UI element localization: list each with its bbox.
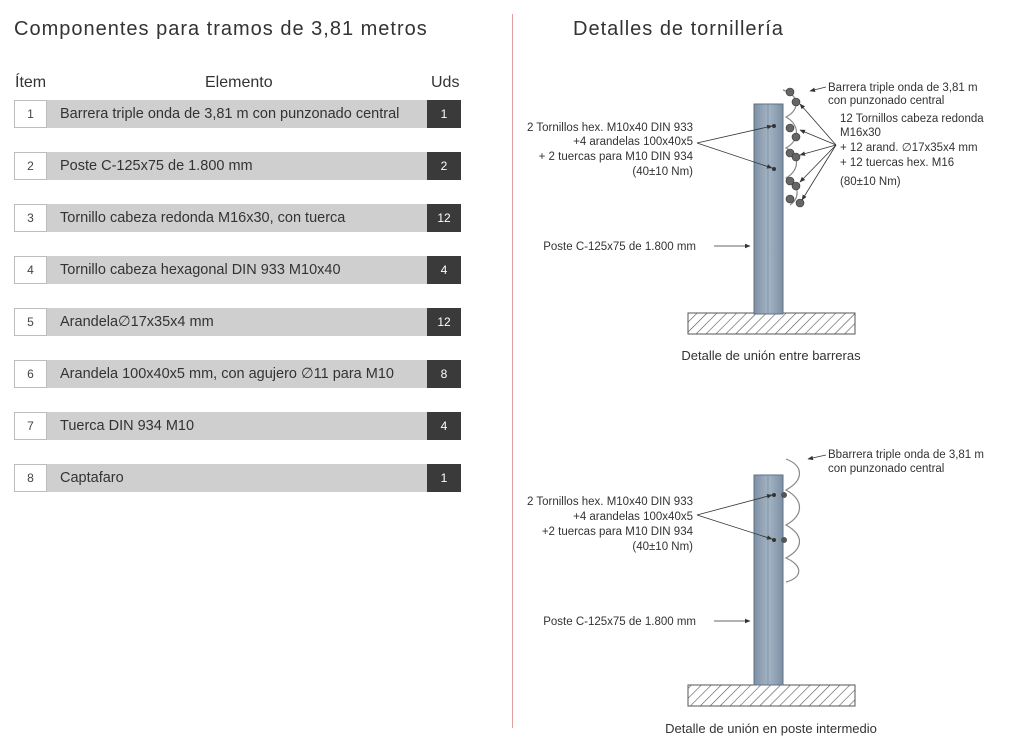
- element-label: Tornillo cabeza hexagonal DIN 933 M10x40: [47, 256, 427, 284]
- item-number: 7: [14, 412, 47, 440]
- detail-barrier-joint: [527, 82, 984, 363]
- element-label: Poste C-125x75 de 1.800 mm: [47, 152, 427, 180]
- detail1-caption: Detalle de unión entre barreras: [681, 348, 861, 363]
- detail-intermediate-post: [527, 449, 984, 736]
- hex-bolts-label-line-3: + 2 tuercas para M10 DIN 934: [538, 151, 693, 163]
- item-number: 4: [14, 256, 47, 284]
- round-bolts-label-line-5: (80±10 Nm): [840, 176, 901, 188]
- barrier-wave: [786, 459, 800, 582]
- post-c125: [754, 104, 783, 314]
- barrier-label-line-1: Barrera triple onda de 3,81 m: [828, 82, 978, 94]
- barrier-label-line-1: Bbarrera triple onda de 3,81 m: [828, 449, 984, 461]
- hex-bolts-label-line-4: (40±10 Nm): [632, 541, 693, 553]
- post-label: Poste C-125x75 de 1.800 mm: [543, 241, 696, 253]
- item-number: 8: [14, 464, 47, 492]
- units-badge: 1: [427, 100, 461, 128]
- units-badge: 12: [427, 204, 461, 232]
- column-header-units: Uds: [431, 74, 460, 91]
- detail2-caption: Detalle de unión en poste intermedio: [665, 721, 877, 736]
- bolting-details-title: Detalles de tornillería: [573, 18, 784, 40]
- item-number: 6: [14, 360, 47, 388]
- units-badge: 8: [427, 360, 461, 388]
- ground-hatch: [688, 685, 855, 706]
- element-label: Barrera triple onda de 3,81 m con punzonado central: [47, 100, 427, 128]
- units-badge: 4: [427, 256, 461, 284]
- post-c125: [754, 475, 783, 685]
- hex-bolts-label-line-3: +2 tuercas para M10 DIN 934: [541, 526, 693, 538]
- item-number: 2: [14, 152, 47, 180]
- column-header-element: Elemento: [205, 74, 273, 91]
- item-number: 1: [14, 100, 47, 128]
- hex-bolts-label-line-1: 2 Tornillos hex. M10x40 DIN 933: [527, 122, 693, 134]
- hex-bolts-label-line-2: +4 arandelas 100x40x5: [573, 136, 693, 148]
- round-bolts-label-line-1: 12 Tornillos cabeza redonda: [840, 113, 984, 125]
- barrier-label-line-2: con punzonado central: [828, 463, 945, 475]
- element-label: Tornillo cabeza redonda M16x30, con tuerca: [47, 204, 427, 232]
- element-label: Arandela 100x40x5 mm, con agujero ∅11 para M10: [47, 360, 427, 388]
- components-title: Componentes para tramos de 3,81 metros: [14, 18, 428, 40]
- round-bolt-leaders: [800, 104, 836, 200]
- hex-bolts-label-line-1: 2 Tornillos hex. M10x40 DIN 933: [527, 496, 693, 508]
- element-label: Tuerca DIN 934 M10: [47, 412, 427, 440]
- ground-hatch: [688, 313, 855, 334]
- round-bolts-label-line-2: M16x30: [840, 127, 881, 139]
- hex-bolts-label-line-4: (40±10 Nm): [632, 166, 693, 178]
- post-label: Poste C-125x75 de 1.800 mm: [543, 616, 696, 628]
- round-bolts-label-line-4: + 12 tuercas hex. M16: [840, 157, 955, 169]
- element-label: Captafaro: [47, 464, 427, 492]
- barrier-label-line-2: con punzonado central: [828, 95, 945, 107]
- units-badge: 2: [427, 152, 461, 180]
- units-badge: 1: [427, 464, 461, 492]
- item-number: 3: [14, 204, 47, 232]
- column-header-item: Ítem: [15, 74, 47, 91]
- element-label: Arandela∅17x35x4 mm: [47, 308, 427, 336]
- units-badge: 4: [427, 412, 461, 440]
- units-badge: 12: [427, 308, 461, 336]
- round-bolts-label-line-3: + 12 arand. ∅17x35x4 mm: [840, 142, 978, 154]
- item-number: 5: [14, 308, 47, 336]
- hex-bolts-label-line-2: +4 arandelas 100x40x5: [573, 511, 693, 523]
